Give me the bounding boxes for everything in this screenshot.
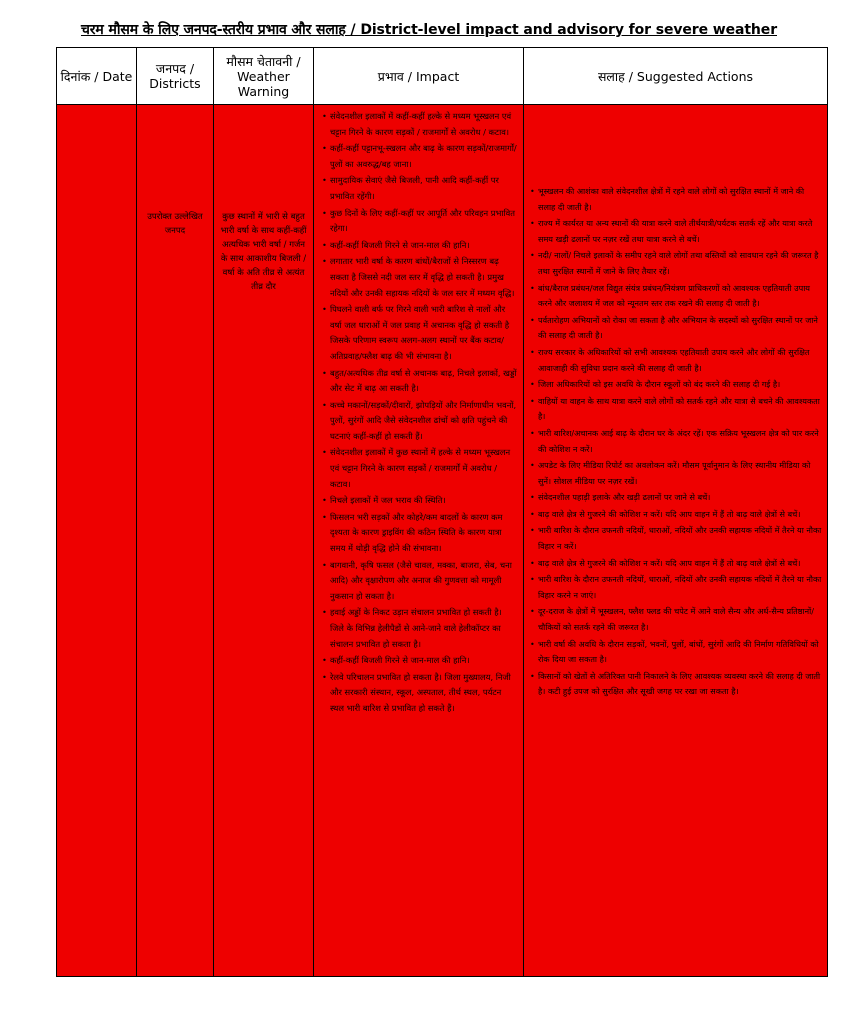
action-item: • भारी बारिश/अचानक आई बाढ़ के दौरान घर के अंदर रहें। एक सक्रिय भूस्खलन क्षेत्र को पार करने की कोशिश न करें।: [530, 426, 823, 457]
header-suggested-actions: सलाह / Suggested Actions: [524, 48, 828, 105]
impact-cell: [314, 105, 524, 977]
header-impact: प्रभाव / Impact: [314, 48, 524, 105]
action-item: • नदी/ नालों/ निचले इलाकों के समीप रहने वाले लोगों तथा बस्तियों को सावधान रहने की जरूरत है तथा सुरक्षित स्थानों में जाने के लिए तैयार रहें।: [530, 248, 823, 279]
action-item: • वाहियों या वाहन के साथ यात्रा करने वाले लोगों को सतर्क रहने और यात्रा से बचने की आवश्यकता है।: [530, 394, 823, 425]
table-row: [57, 105, 828, 977]
weather-warning-text: कुछ स्थानों में भारी से बहुत भारी वर्षा के साथ कहीं-कहीं अत्यधिक भारी वर्षा / गर्जन के साथ आकाशीय बिजली / वर्षा के अति तीव्र से अत्यंत तीव्र दौर: [220, 212, 307, 292]
impact-item: • कहीं-कहीं बिजली गिरने से जान-माल की हानि।: [322, 653, 517, 669]
districts-cell: [137, 105, 214, 977]
impact-item: • बागवानी, कृषि फसल (जैसे चावल, मक्का, बाजरा, सेब, चना आदि) और वृक्षारोपण और अनाज की गुणवत्ता को मामूली नुकसान हो सकता है।: [322, 558, 517, 605]
districts-text: उपरोक्त उल्लेखित जनपद: [147, 212, 203, 236]
action-item: • संवेदनशील पहाड़ी इलाके और खड़ी ढलानों पर जाने से बचें।: [530, 490, 823, 506]
impact-item: • निचले इलाकों में जल भराव की स्थिति।: [322, 493, 517, 509]
actions-list: [524, 105, 827, 700]
weather-warning-cell: [214, 105, 314, 977]
impact-item: • फिसलन भरी सड़कों और कोहरे/कम बादलों के कारण कम दृश्यता के कारण ड्राइविंग की कठिन स्थिति के कारण यात्रा समय में थोड़ी वृद्धि होने की संभावना।: [322, 510, 517, 557]
advisory-table: [56, 47, 828, 977]
impact-item: • बहुत/अत्यधिक तीव्र वर्षा से अचानक बाढ़, निचले इलाकों, खड्डों और सेट में बाढ़ आ सकती है।: [322, 366, 517, 397]
impact-item: • कच्चे मकानों/सड़कों/दीवारों, झोपड़ियों और निर्माणाधीन भवनों, पुलों, सुरंगों आदि जैसे संवेदनशील ढांचों को क्षति पहुंचने की घटनाएं कहीं-कहीं हो सकती हैं।: [322, 398, 517, 445]
impact-item: • सामुदायिक सेवाएं जैसे बिजली, पानी आदि कहीं-कहीं पर प्रभावित रहेंगी।: [322, 173, 517, 204]
action-item: • भारी बारिश के दौरान उफनती नदियों, धाराओं, नदियों और उनकी सहायक नदियों में तैरने या नौका विहार करने न जाएं।: [530, 572, 823, 603]
impact-item: • लगातार भारी वर्षा के कारण बांधों/बैराजों से निस्सरण बढ़ सकता है जिससे नदी जल स्तर में वृद्धि हो सकती है। प्रमुख नदियों और उनकी सहायक नदियों के जल स्तर में मध्यम वृद्धि।: [322, 254, 517, 301]
impact-item: • संवेदनशील इलाकों में कुछ स्थानों में हल्के से मध्यम भूस्खलन एवं चट्टान गिरने के कारण सड़कों / राजमार्गों में अवरोध / कटाव।: [322, 445, 517, 492]
table-header-row: [57, 48, 828, 105]
impact-list: [314, 105, 523, 720]
action-item: • राज्य सरकार के अधिकारियों को सभी आवश्यक एहतियाती उपाय करने और लोगों की सुरक्षित आवाजाही की सुविधा प्रदान करने की सलाह दी जाती है।: [530, 345, 823, 376]
impact-item: • कुछ दिनों के लिए कहीं-कहीं पर आपूर्ति और परिवहन प्रभावित रहेगा।: [322, 206, 517, 237]
header-date: दिनांक / Date: [57, 48, 137, 105]
action-item: • दूर-दराज के क्षेत्रों में भूस्खलन, फ्लैश फ्लड की चपेट में आने वाले सैन्य और अर्ध-सैन्य प्रतिष्ठानों/चौकियों को सतर्क रहने की जरूरत है।: [530, 604, 823, 635]
impact-item: • पिघलने वाली बर्फ पर गिरने वाली भारी बारिश से नालों और वर्षा जल धाराओं में जल प्रवाह में अचानक वृद्धि हो सकती है जिसके परिणाम स्वरूप अलग-अलग स्थानों पर बैंक कटाव/अतिप्रवाह/फ्लैश बाढ़ की भी संभावना है।: [322, 302, 517, 364]
action-item: • बांध/बैराज प्रबंधन/जल विद्युत संयंत्र प्रबंधन/नियंत्रण प्राधिकरणों को आवश्यक एहतियाती उपाय करने और जलाशय में जल को न्यूनतम स्तर तक रखने की सलाह दी जाती है।: [530, 281, 823, 312]
date-cell: [57, 105, 137, 977]
action-item: • अपडेट के लिए मीडिया रिपोर्ट का अवलोकन करें। मौसम पूर्वानुमान के लिए स्थानीय मीडिया को सुनें। सोशल मीडिया पर नज़र रखें।: [530, 458, 823, 489]
action-item: • पर्वतारोहण अभियानों को रोका जा सकता है और अभियान के सदस्यों को सुरक्षित स्थानों पर जाने की सलाह दी जाती है।: [530, 313, 823, 344]
impact-item: • कहीं-कहीं बिजली गिरने से जान-माल की हानि।: [322, 238, 517, 254]
action-item: • जिला अधिकारियों को इस अवधि के दौरान स्कूलों को बंद करने की सलाह दी गई है।: [530, 377, 823, 393]
impact-item: • रेलवे परिचालन प्रभावित हो सकता है। जिला मुख्यालय, निजी और सरकारी संस्थान, स्कूल, अस्पताल, तीर्थ स्थल, पर्यटन स्थल भारी बारिश से प्रभावित हो सकते हैं।: [322, 670, 517, 717]
action-item: • भूस्खलन की आशंका वाले संवेदनशील क्षेत्रों में रहने वाले लोगों को सुरक्षित स्थानों में जाने की सलाह दी जाती है।: [530, 184, 823, 215]
page-title: चरम मौसम के लिए जनपद-स्तरीय प्रभाव और सलाह / District-level impact and advisory for severe weather: [80, 22, 777, 38]
impact-item: • हवाई अड्डों के निकट उड़ान संचालन प्रभावित हो सकती है। जिले के विभिन्न हेलीपैडों से आने-जाने वाले हेलीकॉप्टर का संचालन प्रभावित हो सकता है।: [322, 605, 517, 652]
header-districts: जनपद / Districts: [137, 48, 214, 105]
suggested-actions-cell: [524, 105, 828, 977]
action-item: • किसानों को खेतों से अतिरिक्त पानी निकालने के लिए आवश्यक व्यवस्था करने की सलाह दी जाती है। कटी हुई उपज को सुरक्षित और सूखी जगह पर रखा जा सकता है।: [530, 669, 823, 700]
action-item: • भारी वर्षा की अवधि के दौरान सड़कों, भवनों, पुलों, बांधों, सुरंगों आदि की निर्माण गतिविधियों को रोक दिया जा सकता है।: [530, 637, 823, 668]
header-weather-warning: मौसम चेतावनी / Weather Warning: [214, 48, 314, 105]
action-item: • राज्य में कार्यरत या अन्य स्थानों की यात्रा करने वाले तीर्थयात्री/पर्यटक सतर्क रहें और यात्रा करते समय खड़ी ढलानों पर नज़र रखें तथा यात्रा करने से बचें।: [530, 216, 823, 247]
action-item: • बाढ़ वाले क्षेत्र से गुजरने की कोशिश न करें। यदि आप वाहन में हैं तो बाढ़ वाले क्षेत्रों से बचें।: [530, 507, 823, 523]
action-item: • भारी बारिश के दौरान उफनती नदियों, धाराओं, नदियों और उनकी सहायक नदियों में तैरने या नौका विहार न करें।: [530, 523, 823, 554]
action-item: • बाढ़ वाले क्षेत्र से गुजरने की कोशिश न करें। यदि आप वाहन में हैं तो बाढ़ वाले क्षेत्रों से बचें।: [530, 556, 823, 572]
impact-item: • संवेदनशील इलाकों में कहीं-कहीं हल्के से मध्यम भूस्खलन एवं चट्टान गिरने के कारण सड़कों / राजमार्गों से अवरोध / कटाव।: [322, 109, 517, 140]
impact-item: • कहीं-कहीं पट्टानभू-स्खलन और बाढ़ के कारण सड़कों/राजमार्गों/पुलों का अवरुद्ध/बह जाना।: [322, 141, 517, 172]
